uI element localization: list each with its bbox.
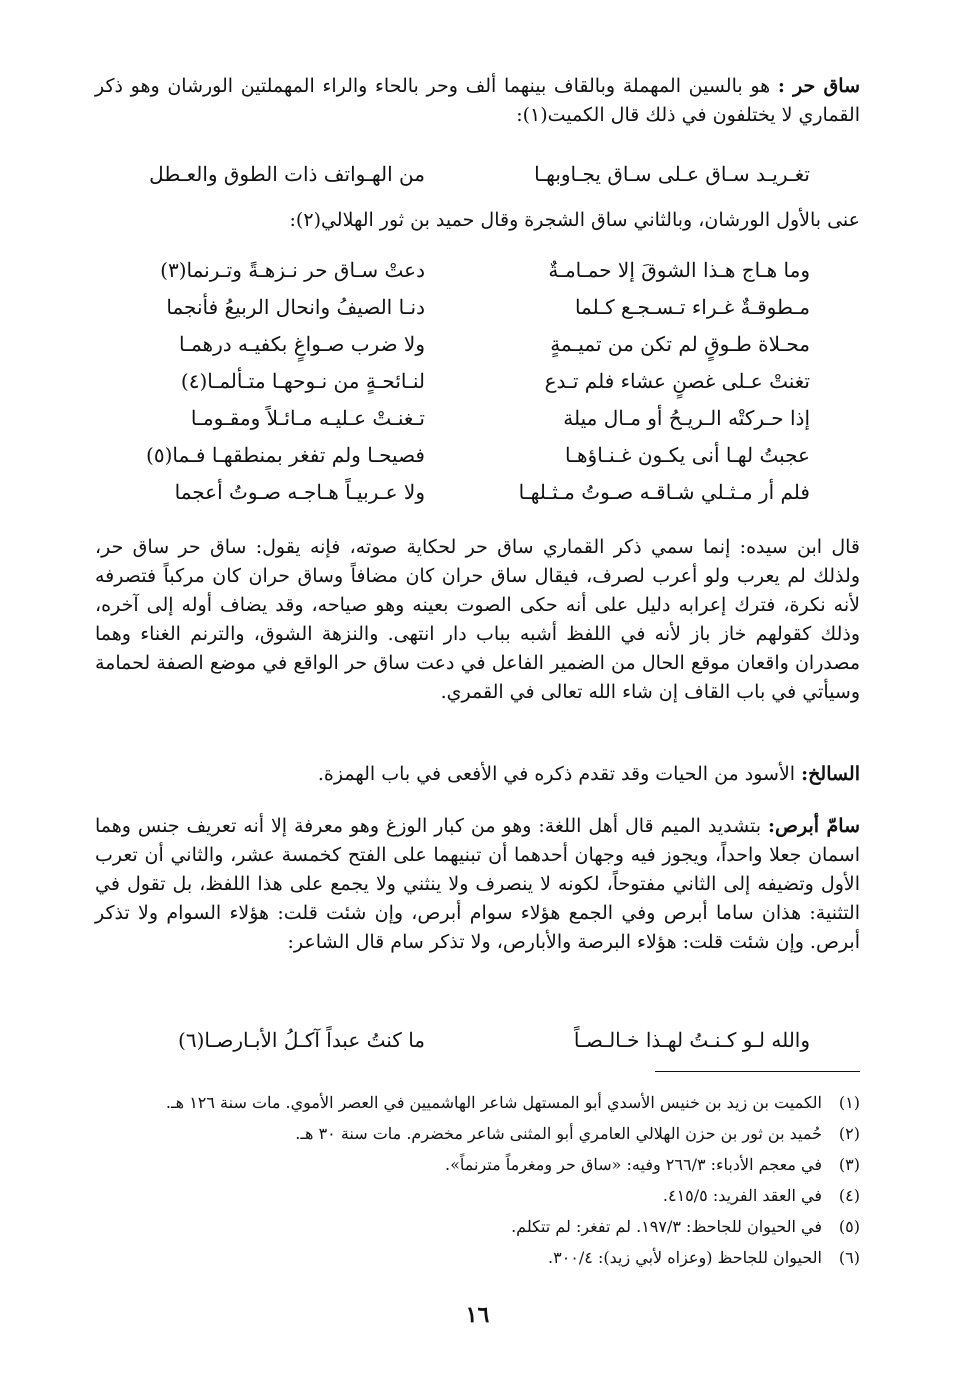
poem-first-hemistich: فلم أر مـثـلي شـاقـه صـوتُ مـثـلهـا (518, 480, 810, 504)
paragraph-commentary: عنى بالأول الورشان، وبالثاني ساق الشجرة وقال حميد بن ثور الهلالي(٢): (289, 209, 860, 231)
footnote-text: في الحيوان للجاحظ: ١٩٧/٣. لم تفغر: لم تتكلم. (511, 1217, 822, 1236)
footnote-text: في معجم الأدباء: ٢٦٦/٣ وفيه: «ساق حر ومغرماً مترنماً». (445, 1155, 822, 1174)
footnote-number: (٦) (838, 1248, 860, 1267)
poem-second-hemistich: دعتْ سـاق حر نـزهـةً وتـرنما(٣) (160, 258, 425, 282)
footnote-separator (655, 1071, 860, 1072)
poem-second-hemistich: ولا عـربيـاً هـاجـه صـوتُ أعجما (174, 480, 425, 504)
poem-second-hemistich: دنـا الصيفُ وانحال الربيعُ فأنجما (166, 295, 425, 319)
entry-heading: ساق حر : (777, 75, 860, 97)
entry-salikh (95, 760, 860, 789)
poem-second-hemistich: تـغنـتْ عـليـه مـائـلاً ومقـومـا (190, 406, 425, 430)
footnote (95, 1088, 860, 1118)
poem-line (95, 289, 860, 325)
verse-second-hemistich: ما كنتُ عبداً آكـلُ الأبـارصـا(٦) (178, 1028, 425, 1052)
footnote (95, 1150, 860, 1180)
footnote-number: (٥) (838, 1217, 860, 1236)
poem-line (95, 400, 860, 436)
footnote-number: (٣) (838, 1155, 860, 1174)
poem-first-hemistich: مـطوقـةٌ غـراء تـسـجـع كـلما (574, 295, 810, 319)
verse-second-hemistich: من الهـواتف ذات الطوق والعـطل (149, 162, 425, 186)
entry-heading: سامّ أبرص: (768, 815, 860, 837)
verse-first-hemistich: تغـريـد سـاق عـلى سـاق يجـاوبهـا (534, 162, 810, 186)
verse-line (95, 1022, 860, 1058)
footnote-text: الحيوان للجاحظ (وعزاه لأبي زيد): ٣٠٠/٤. (548, 1248, 822, 1267)
poem-second-hemistich: لنـائحـةٍ من نـوحهـا متـألمـا(٤) (180, 369, 425, 393)
poem-first-hemistich: عجبتُ لهـا أنى يكـون غـنـاؤهـا (565, 443, 810, 467)
footnote (95, 1119, 860, 1149)
footnote-number: (٤) (838, 1186, 860, 1205)
poem-first-hemistich: إذا حـركتْه الـريـحُ أو مـال ميلة (563, 406, 810, 430)
poem-first-hemistich: تغنتْ عـلى غصنٍ عشاء فلم تـدع (544, 369, 810, 393)
poem-line (95, 252, 860, 288)
footnote-number: (١) (838, 1093, 860, 1112)
poem-first-hemistich: وما هـاج هـذا الشوقَ إلا حمـامـةٌ (548, 258, 810, 282)
page-number: ١٦ (465, 1302, 490, 1328)
poem-first-hemistich: محـلاة طـوقٍ لم تكن من تميـمةٍ (550, 332, 810, 356)
poem-second-hemistich: فصيحـا ولم تفغر بمنطقهـا فـما(٥) (146, 443, 425, 467)
poem-line (95, 437, 860, 473)
poem-line (95, 363, 860, 399)
footnote-text: حُميد بن ثور بن حزن الهلالي العامري أبو المثنى شاعر مخضرم. مات سنة ٣٠ هـ. (295, 1124, 822, 1143)
poem-line (95, 474, 860, 510)
entry-sam-abras (95, 812, 860, 957)
footnote (95, 1243, 860, 1273)
entry-heading: السالخ: (801, 763, 860, 785)
entry-text: الأسود من الحيات وقد تقدم ذكره في الأفعى في باب الهمزة. (317, 763, 796, 785)
paragraph-ibn-sida: قال ابن سيده: إنما سمي ذكر القماري ساق حر لحكاية صوته، فإنه يقول: ساق حر ساق حر، ولذلك لم يعرب ولو أعرب لصرف، فيقال ساق حران كان مضافاً وساق حران كان مركباً فتصرفه لأنه نكرة، فترك إعرابه دليل على أنه حكى الصوت بعينه وهو صياحه، وقد يضاف أوله إلى آخره، وذلك كقولهم خاز باز لأنه في اللفظ أشبه بباب دار انتهى. والنزهة الشوق، والترنم الغناء وهما مصدران واقعان موقع الحال من الضمير الفاعل في دعت ساق حر الواقع في موضع الصفة لحمامة وسيأتي في باب القاف إن شاء الله تعالى في القمري. (95, 536, 860, 703)
entry-text: بتشديد الميم قال أهل اللغة: وهو من كبار الوزغ وهو معرفة إلا أنه تعريف جنس وهما اسمان جعلا واحداً، ويجوز فيه وجهان أحدهما أن تبنيهما على الفتح كخمسة عشر، والثاني أن تعرب الأول وتضيفه إلى الثاني مفتوحاً، لكونه لا ينصرف ولا ينثني ولا يجمع على هذا اللفظ، بل تقول في التثنية: هذان ساما أبرص وفي الجمع هؤلاء سوام أبرص، وإن شئت قلت: هؤلاء السوام ولا تذكر أبرص. وإن شئت قلت: هؤلاء البرصة والأبارص، ولا تذكر سام قال الشاعر: (95, 815, 861, 953)
entry-text: هو بالسين المهملة وبالقاف بينهما ألف وحر بالحاء والراء المهملتين الورشان وهو ذكر القماري لا يختلفون في ذلك قال الكميت(١): (95, 75, 860, 126)
footnote-number: (٢) (838, 1124, 860, 1143)
poem-second-hemistich: ولا ضرب صـواغٍ بكفيـه درهمـا (179, 332, 425, 356)
footnote-text: الكميت بن زيد بن خنيس الأسدي أبو المستهل شاعر الهاشميين في العصر الأموي. مات سنة ١٢٦ هـ. (165, 1093, 822, 1112)
verse-line (95, 156, 860, 192)
footnote (95, 1212, 860, 1242)
entry-saq-hurr (95, 72, 860, 130)
verse-first-hemistich: والله لـو كـنـتُ لهـذا خـالـصـاً (573, 1028, 810, 1052)
footnote (95, 1181, 860, 1211)
poem-line (95, 326, 860, 362)
footnote-text: في العقد الفريد: ٤١٥/٥. (662, 1186, 822, 1205)
